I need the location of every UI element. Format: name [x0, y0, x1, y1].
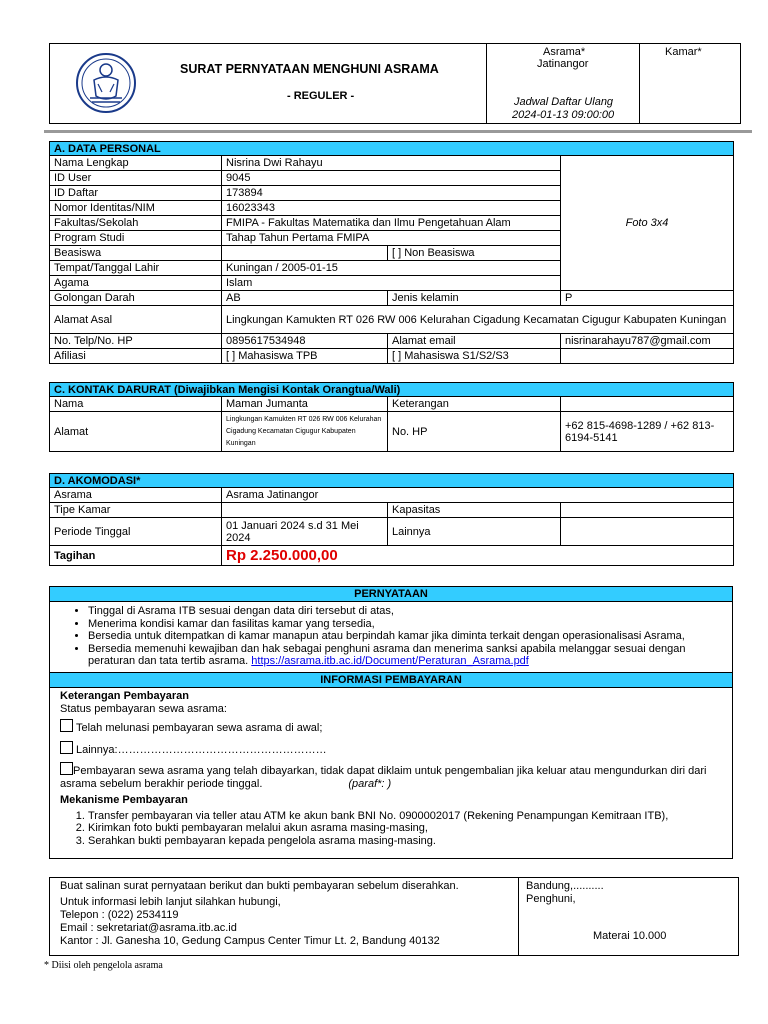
- pembayaran-content: [60, 690, 725, 847]
- nama-value: Nisrina Dwi Rahayu: [222, 156, 561, 171]
- signature-penghuni: Penghuni,: [526, 893, 576, 905]
- pernyataan-item: • Bersedia untuk ditempatkan di kamar manapun atau berpindah kamar jika diminta terkait dengan operasionalisasi Asrama,: [88, 630, 732, 643]
- pembayaran-title: INFORMASI PEMBAYARAN: [50, 672, 732, 688]
- kontak-nama-value: Maman Jumanta: [222, 397, 388, 412]
- fakultas-value: FMIPA - Fakultas Matematika dan Ilmu Pengetahuan Alam: [222, 216, 561, 231]
- beasiswa-option: [ ] Non Beasiswa: [388, 246, 561, 261]
- itb-logo: [76, 50, 136, 116]
- row-label: Agama: [50, 276, 222, 291]
- kontak-hp-label: No. HP: [388, 412, 561, 452]
- footer-box: [49, 877, 739, 956]
- row-label: Beasiswa: [50, 246, 222, 261]
- row-label: Fakultas/Sekolah: [50, 216, 222, 231]
- footnote: * Diisi oleh pengelola asrama: [44, 960, 163, 971]
- checkbox-icon[interactable]: [60, 741, 73, 754]
- section-a-title: A. DATA PERSONAL: [50, 142, 734, 156]
- option-lainnya-label: Lainnya:…………………………………………………: [76, 743, 327, 756]
- document-subtitle: - REGULER -: [287, 90, 355, 102]
- personal-table: [49, 141, 734, 364]
- lainnya-label: Lainnya: [388, 518, 561, 546]
- row-label: Alamat Asal: [50, 306, 222, 334]
- pernyataan-item-text: Bersedia memenuhi kewajiban dan hak sebagai penghuni asrama dan menerima sanksi apabila melanggar sesuai dengan peraturan dan tata tertib asrama.: [88, 642, 686, 668]
- keterangan-value: [561, 397, 734, 412]
- pernyataan-title: PERNYATAAN: [50, 587, 732, 602]
- document-title: SURAT PERNYATAAN MENGHUNI ASRAMA: [180, 62, 439, 76]
- kapasitas-value: [561, 503, 734, 518]
- header-box: [49, 43, 741, 124]
- row-label: Periode Tinggal: [50, 518, 222, 546]
- periode-value: 01 Januari 2024 s.d 31 Mei 2024: [222, 518, 388, 546]
- jk-value: P: [561, 291, 734, 306]
- email-label: Alamat email: [388, 334, 561, 349]
- row-label: Program Studi: [50, 231, 222, 246]
- checkbox-icon[interactable]: [60, 719, 73, 732]
- checkbox-icon[interactable]: [60, 762, 73, 775]
- ttl-value: Kuningan / 2005-01-15: [222, 261, 561, 276]
- alamat-value: Lingkungan Kamukten RT 026 RW 006 Kelurahan Cigadung Kecamatan Cigugur Kabupaten Kuningan: [222, 306, 734, 334]
- option-lunas-label: Telah melunasi pembayaran sewa asrama di awal;: [76, 722, 323, 734]
- kamar-label: Kamar*: [665, 46, 702, 58]
- jk-label: Jenis kelamin: [388, 291, 561, 306]
- tagihan-value: Rp 2.250.000,00: [222, 546, 734, 566]
- footer-address: Kantor : Jl. Ganesha 10, Gedung Campus Center Timur Lt. 2, Bandung 40132: [60, 935, 440, 947]
- kontak-alamat-value: Lingkungan Kamukten RT 026 RW 006 Kelurahan Cigadung Kecamatan Cigugur Kabupaten Kuningan: [222, 412, 388, 452]
- row-label: ID Daftar: [50, 186, 222, 201]
- id-user-value: 9045: [222, 171, 561, 186]
- row-label: Golongan Darah: [50, 291, 222, 306]
- akomodasi-table: [49, 473, 734, 566]
- mekanisme-heading: Mekanisme Pembayaran: [60, 794, 188, 806]
- asrama-value: Jatinangor: [537, 58, 589, 70]
- signature-city: Bandung,..........: [526, 880, 604, 892]
- section-c-title: C. KONTAK DARURAT (Diwajibkan Mengisi Kontak Orangtua/Wali): [50, 383, 734, 397]
- prodi-value: Tahap Tahun Pertama FMIPA: [222, 231, 561, 246]
- nim-value: 16023343: [222, 201, 561, 216]
- row-label: No. Telp/No. HP: [50, 334, 222, 349]
- tagihan-label: Tagihan: [50, 546, 222, 566]
- row-label: ID User: [50, 171, 222, 186]
- jadwal-value: 2024-01-13 09:00:00: [512, 109, 615, 121]
- kapasitas-label: Kapasitas: [388, 503, 561, 518]
- hp-value: 0895617534948: [222, 334, 388, 349]
- beasiswa-value: [222, 246, 388, 261]
- keterangan-heading: Keterangan Pembayaran: [60, 690, 189, 702]
- footer-email: Email : sekretariat@asrama.itb.ac.id: [60, 922, 237, 934]
- footer-line: Untuk informasi lebih lanjut silahkan hubungi,: [60, 896, 281, 908]
- footer-phone: Telepon : (022) 2534119: [60, 909, 179, 921]
- mekanisme-step: 3. Serahkan bukti pembayaran kepada pengelola asrama masing-masing.: [88, 835, 725, 848]
- footer-info: [60, 880, 459, 948]
- row-label: Tempat/Tanggal Lahir: [50, 261, 222, 276]
- mekanisme-list: [60, 810, 725, 848]
- id-daftar-value: 173894: [222, 186, 561, 201]
- option-lunas[interactable]: [60, 719, 725, 735]
- header-divider: [44, 130, 752, 133]
- email-value: nisrinarahayu787@gmail.com: [561, 334, 734, 349]
- mekanisme-step: 2. Kirimkan foto bukti pembayaran melalui akun asrama masing-masing,: [88, 822, 725, 835]
- row-label: Alamat: [50, 412, 222, 452]
- kontak-table: [49, 382, 734, 452]
- row-label: Afiliasi: [50, 349, 222, 364]
- signature-area: [526, 880, 604, 906]
- refund-note-text: Pembayaran sewa asrama yang telah dibayarkan, tidak dapat diklaim untuk pengembalian jika keluar atau mengundurkan diri dari asrama sebelum berakhir periode tinggal.: [60, 765, 707, 790]
- agama-value: Islam: [222, 276, 561, 291]
- pernyataan-box: [49, 586, 733, 859]
- option-lainnya[interactable]: [60, 741, 725, 757]
- jadwal-label: Jadwal Daftar Ulang: [514, 96, 614, 108]
- goldar-value: AB: [222, 291, 388, 306]
- pernyataan-item: [88, 643, 732, 668]
- akomodasi-asrama-value: Asrama Jatinangor: [222, 488, 734, 503]
- peraturan-link[interactable]: https://asrama.itb.ac.id/Document/Peraturan_Asrama.pdf: [251, 655, 529, 668]
- afiliasi-s1: [ ] Mahasiswa S1/S2/S3: [388, 349, 561, 364]
- pernyataan-item: • Tinggal di Asrama ITB sesuai dengan data diri tersebut di atas,: [88, 605, 732, 618]
- status-text: Status pembayaran sewa asrama:: [60, 702, 227, 715]
- materai-label: Materai 10.000: [593, 930, 667, 942]
- asrama-label: Asrama*: [543, 46, 586, 58]
- row-label: Tipe Kamar: [50, 503, 222, 518]
- row-label: Nama Lengkap: [50, 156, 222, 171]
- pernyataan-list: [50, 605, 732, 668]
- footer-line: Buat salinan surat pernyataan berikut dan bukti pembayaran sebelum diserahkan.: [60, 880, 459, 892]
- pernyataan-item: • Menerima kondisi kamar dan fasilitas kamar yang tersedia,: [88, 618, 732, 631]
- paraf-field: (paraf*: ): [348, 777, 392, 790]
- tipe-kamar-value: [222, 503, 388, 518]
- afiliasi-tpb: [ ] Mahasiswa TPB: [222, 349, 388, 364]
- keterangan-label: Keterangan: [388, 397, 561, 412]
- row-label: Nama: [50, 397, 222, 412]
- lainnya-value: [561, 518, 734, 546]
- row-label: Nomor Identitas/NIM: [50, 201, 222, 216]
- mekanisme-step: 1. Transfer pembayaran via teller atau ATM ke akun bank BNI No. 0900002017 (Rekening Penampungan Kemitraan ITB),: [88, 810, 725, 823]
- photo-placeholder: Foto 3x4: [561, 156, 734, 291]
- section-d-title: D. AKOMODASI*: [50, 474, 734, 488]
- refund-note: [60, 762, 725, 790]
- row-label: Asrama: [50, 488, 222, 503]
- kontak-hp-value: +62 815-4698-1289 / +62 813-6194-5141: [561, 412, 734, 452]
